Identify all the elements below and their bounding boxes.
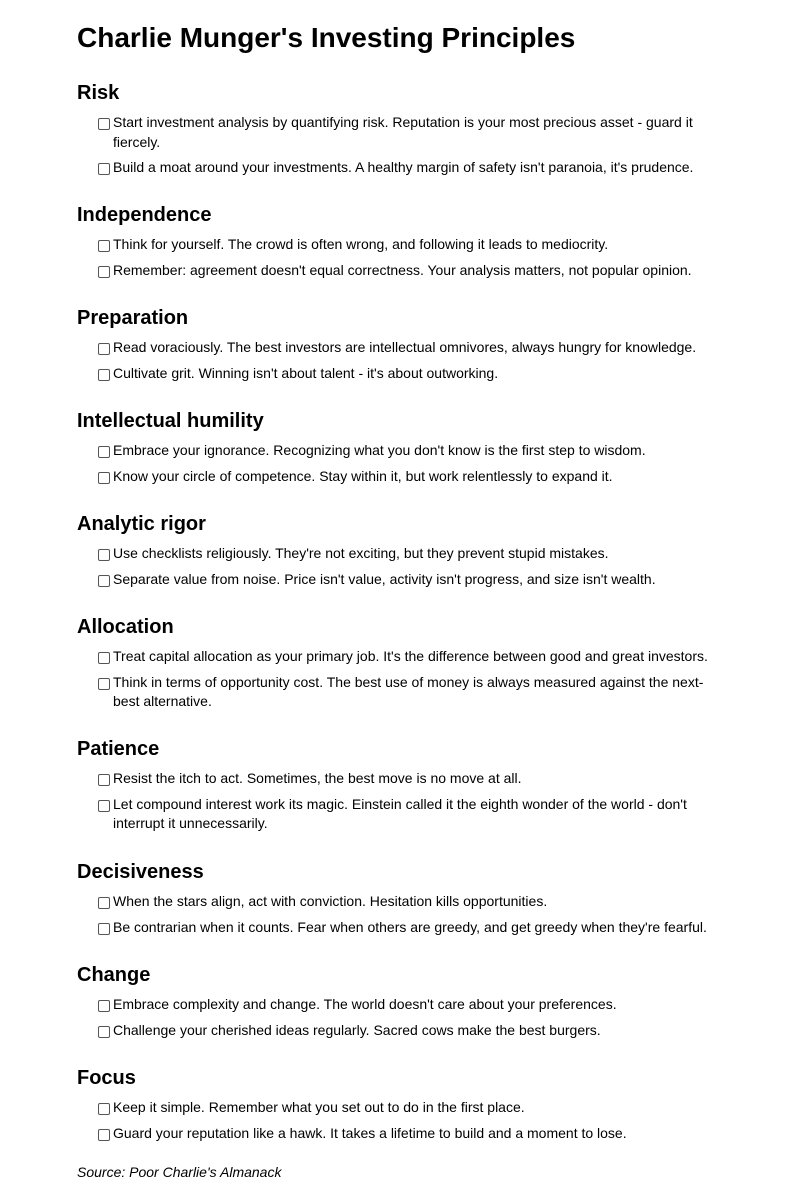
checklist-item-text: Resist the itch to act. Sometimes, the best move is no move at all.	[113, 770, 522, 786]
checklist-item-text: Let compound interest work its magic. Einstein called it the eighth wonder of the world - don't interrupt it unnecessarily.	[113, 795, 687, 831]
checkbox[interactable]	[98, 1129, 110, 1141]
checklist-item-text: Build a moat around your investments. A healthy margin of safety isn't paranoia, it's prudence.	[113, 159, 694, 175]
checkbox[interactable]	[98, 678, 110, 690]
checklist-item-text: Use checklists religiously. They're not exciting, but they prevent stupid mistakes.	[113, 545, 609, 561]
checkbox[interactable]	[98, 923, 110, 935]
checklist-item	[97, 769, 713, 789]
section-heading: Risk	[77, 82, 120, 104]
checkbox[interactable]	[98, 549, 110, 561]
checklist-item	[97, 1098, 713, 1118]
checklist-item	[97, 570, 713, 590]
checkbox[interactable]	[98, 1103, 110, 1115]
section-heading: Independence	[77, 204, 212, 226]
section-heading: Analytic rigor	[77, 513, 206, 535]
checklist-item	[97, 918, 713, 938]
checklist-item-text: Treat capital allocation as your primary job. It's the difference between good and great investors.	[113, 648, 708, 664]
checklist-item	[97, 544, 713, 564]
principle-section	[77, 80, 713, 184]
checklist-item-text: Read voraciously. The best investors are intellectual omnivores, always hungry for knowledge.	[113, 339, 697, 355]
checklist-item-text: Think in terms of opportunity cost. The best use of money is always measured against the next-best alternative.	[113, 673, 704, 709]
principle-section	[77, 962, 713, 1046]
section-heading: Patience	[77, 738, 160, 760]
checklist-item	[97, 795, 713, 834]
checklist-item-text: Cultivate grit. Winning isn't about talent - it's about outworking.	[113, 364, 499, 381]
checkbox[interactable]	[98, 800, 110, 812]
checklist-item	[97, 1021, 713, 1041]
checklist-item-text: Be contrarian when it counts. Fear when others are greedy, and get greedy when they're fearful.	[113, 918, 707, 935]
principle-section	[77, 511, 713, 595]
checklist-item	[97, 892, 713, 912]
checklist-item	[97, 441, 713, 461]
checklist-item-text: Separate value from noise. Price isn't value, activity isn't progress, and size isn't wealth.	[113, 570, 656, 587]
checklist-item	[97, 647, 713, 667]
checklist	[77, 769, 713, 834]
checkbox[interactable]	[98, 774, 110, 786]
checkbox[interactable]	[98, 575, 110, 587]
checklist-item-text: Embrace complexity and change. The world doesn't care about your preferences.	[113, 996, 617, 1012]
checklist	[77, 338, 713, 383]
checklist-item	[97, 364, 713, 384]
checklist-item-text: When the stars align, act with conviction. Hesitation kills opportunities.	[113, 893, 548, 909]
checkbox[interactable]	[98, 369, 110, 381]
section-heading: Change	[77, 964, 151, 986]
section-heading: Preparation	[77, 307, 189, 329]
checkbox[interactable]	[98, 1026, 110, 1038]
principle-section	[77, 614, 713, 718]
checklist-item	[97, 235, 713, 255]
checklist-item-text: Challenge your cherished ideas regularly. Sacred cows make the best burgers.	[113, 1021, 601, 1038]
source-citation: Source: Poor Charlie's Almanack	[77, 1164, 282, 1180]
checklist-item	[97, 338, 713, 358]
checkbox[interactable]	[98, 163, 110, 175]
checklist-item	[97, 261, 713, 281]
checklist-item-text: Embrace your ignorance. Recognizing what you don't know is the first step to wisdom.	[113, 442, 646, 458]
checklist-item	[97, 467, 713, 487]
checklist-item	[97, 113, 713, 152]
section-heading: Decisiveness	[77, 861, 204, 883]
checkbox[interactable]	[98, 446, 110, 458]
checklist-item-text: Start investment analysis by quantifying risk. Reputation is your most precious asset - guard it fiercely.	[113, 114, 693, 150]
checkbox[interactable]	[98, 343, 110, 355]
checklist-item-text: Remember: agreement doesn't equal correctness. Your analysis matters, not popular opinion.	[113, 261, 692, 278]
checklist	[77, 441, 713, 486]
checklist-item	[97, 995, 713, 1015]
principle-section	[77, 1065, 713, 1149]
checkbox[interactable]	[98, 266, 110, 278]
principle-section	[77, 305, 713, 389]
principle-section	[77, 736, 713, 840]
checklist-item	[97, 158, 713, 178]
checklist	[77, 113, 713, 178]
checkbox[interactable]	[98, 897, 110, 909]
principle-section	[77, 202, 713, 286]
checklist-item-text: Think for yourself. The crowd is often wrong, and following it leads to mediocrity.	[113, 236, 609, 252]
checklist	[77, 235, 713, 280]
checkbox[interactable]	[98, 1000, 110, 1012]
checklist-item	[97, 673, 713, 712]
checklist-item-text: Guard your reputation like a hawk. It takes a lifetime to build and a moment to lose.	[113, 1124, 627, 1141]
checkbox[interactable]	[98, 240, 110, 252]
checkbox[interactable]	[98, 118, 110, 130]
section-heading: Allocation	[77, 616, 174, 638]
checklist	[77, 892, 713, 937]
checklist	[77, 1098, 713, 1143]
section-heading: Focus	[77, 1067, 136, 1089]
checkbox[interactable]	[98, 652, 110, 664]
checklist	[77, 647, 713, 712]
checklist-item	[97, 1124, 713, 1144]
principle-section	[77, 859, 713, 943]
principle-section	[77, 408, 713, 492]
checkbox[interactable]	[98, 472, 110, 484]
page-title: Charlie Munger's Investing Principles	[77, 22, 576, 53]
checklist	[77, 544, 713, 589]
section-heading: Intellectual humility	[77, 410, 264, 432]
checklist	[77, 995, 713, 1040]
checklist-item-text: Keep it simple. Remember what you set out to do in the first place.	[113, 1099, 525, 1115]
checklist-item-text: Know your circle of competence. Stay within it, but work relentlessly to expand it.	[113, 467, 613, 484]
